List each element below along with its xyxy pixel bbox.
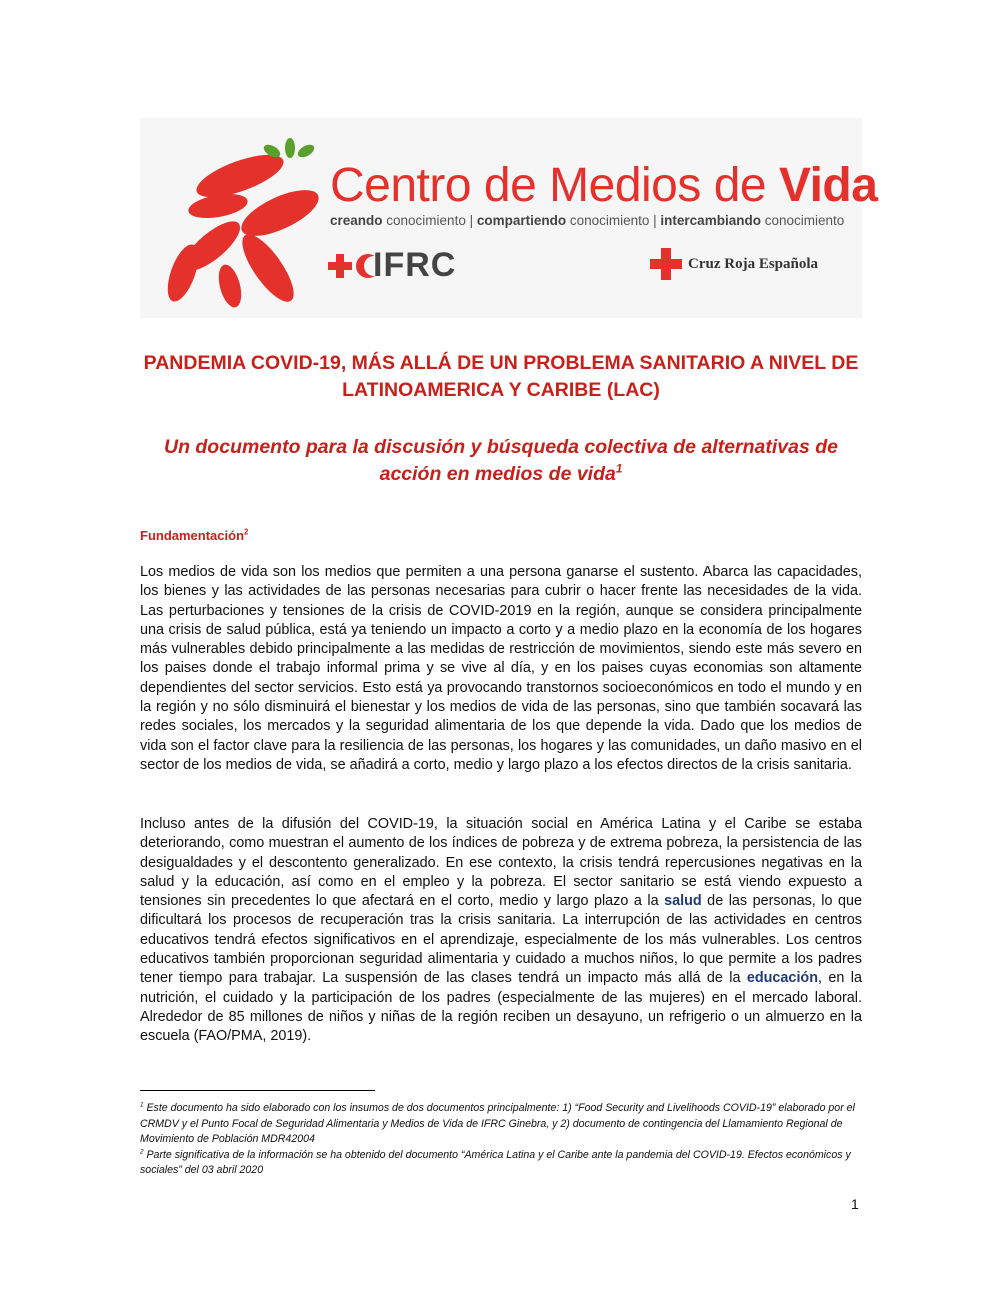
footnote-divider: [140, 1090, 375, 1091]
document-title: PANDEMIA COVID-19, MÁS ALLÁ DE UN PROBLEMA SANITARIO A NIVEL DE LATINOAMERICA Y CARIBE (LAC): [143, 352, 859, 401]
page-number: 1: [851, 1196, 859, 1212]
header-banner: [140, 118, 878, 318]
salud-link[interactable]: salud: [664, 893, 702, 910]
paragraph-1: Los medios de vida son los medios que permiten a una persona ganarse el sustento. Abarca las capacidades, los bienes y las actividades de las personas necesarias para cubrir o hacer frente las necesidades de la vida. Las perturbaciones y tensiones de la crisis de COVID-2019 en la región, aunque se considera principalmente una crisis de salud pública, está ya teniendo un impacto a corto y a medio plazo en la economía de los hogares más vulnerables debido principalmente a las medidas de restricción de movimientos, siendo este más severo en los paises donde el trabajo informal prima y se vive al día, y en los paises cuyas economias son altamente dependientes del sector servicios. Esto está ya provocando transtornos socioeconómicos en todo el mundo y en la región y no sólo disminuirá el bienestar y los medios de vida de las personas, sino que también socavará las redes sociales, los mercados y la seguridad alimentaria de los que depende la vida. Dado que los medios de vida son el factor clave para la resiliencia de las personas, los hogares y las comunidades, un daño masivo en el sector de los medios de vida, se añadirá a corto, medio y largo plazo a los efectos directos de la crisis sanitaria.: [140, 564, 862, 773]
section-heading: Fundamentación$^2$: [140, 527, 249, 543]
cruz-roja-wordmark: Cruz Roja Española: [688, 256, 819, 272]
brand-title: Centro de Medios de Vida: [330, 159, 878, 212]
brand-tagline: creando conocimiento | compartiendo conocimiento | intercambiando conocimiento: [330, 213, 845, 228]
footnote-ref-2[interactable]: 2: [244, 527, 249, 537]
document-subtitle: Un documento para la discusión y búsqueda colectiva de alternativas de acción en medios de vida$^1$: [163, 436, 839, 485]
educacion-link[interactable]: educación: [746, 970, 819, 987]
ifrc-wordmark: IFRC: [373, 246, 457, 284]
footnote-ref-1[interactable]: 1: [615, 462, 623, 476]
footnote-1: $^1$ Este documento ha sido elaborado con los insumos de dos documentos principalmente: 1) “Food Security and Livelihoods COVID-19” elaborado por el CRMDV y el Punto Focal de Seguridad Alimentaria y Medios de Vida de IFRC Ginebra, y 2) documento de contingencia del Llamamiento Regional de Movimiento de Población MDR42004: [140, 1101, 855, 1145]
footnotes: [140, 1101, 862, 1179]
paragraph-2: Incluso antes de la difusión del COVID-19, la situación social en América Latina y el Caribe se estaba deteriorando, como muestran el aumento de los índices de pobreza y de extrema pobreza, la persistencia de las desigualdades y el descontento generalizado. En ese contexto, la crisis tendrá repercusiones negativas en la salud y la educación, así como en el empleo y la pobreza. El sector sanitario se está viendo expuesto a tensiones sin precedentes lo que afectará en el corto, medio y largo plazo a la salud de las personas, lo que dificultará los procesos de recuperación tras la crisis sanitaria. La interrupción de las actividades en centros educativos tendrá efectos significativos en el aprendizaje, especialmente de los más vulnerables. Los centros educativos también proporcionan seguridad alimentaria y cuidado a muchos niños, lo que permite a los padres tener tiempo para trabajar. La suspensión de las clases tendrá un impacto más allá de la educación, en la nutrición, el cuidado y la participación de los padres (especialmente de las mujeres) en el mercado laboral. Alrededor de 85 millones de niños y niñas de la región reciben un desayuno, un refrigerio o un almuerzo en la escuela (FAO/PMA, 2019).: [140, 816, 862, 1045]
footnote-2: $^2$ Parte significativa de la información se ha obtenido del documento “América Latina y el Caribe ante la pandemia del COVID-19. Efectos económicos y sociales” del 03 abril 2020: [140, 1147, 851, 1176]
